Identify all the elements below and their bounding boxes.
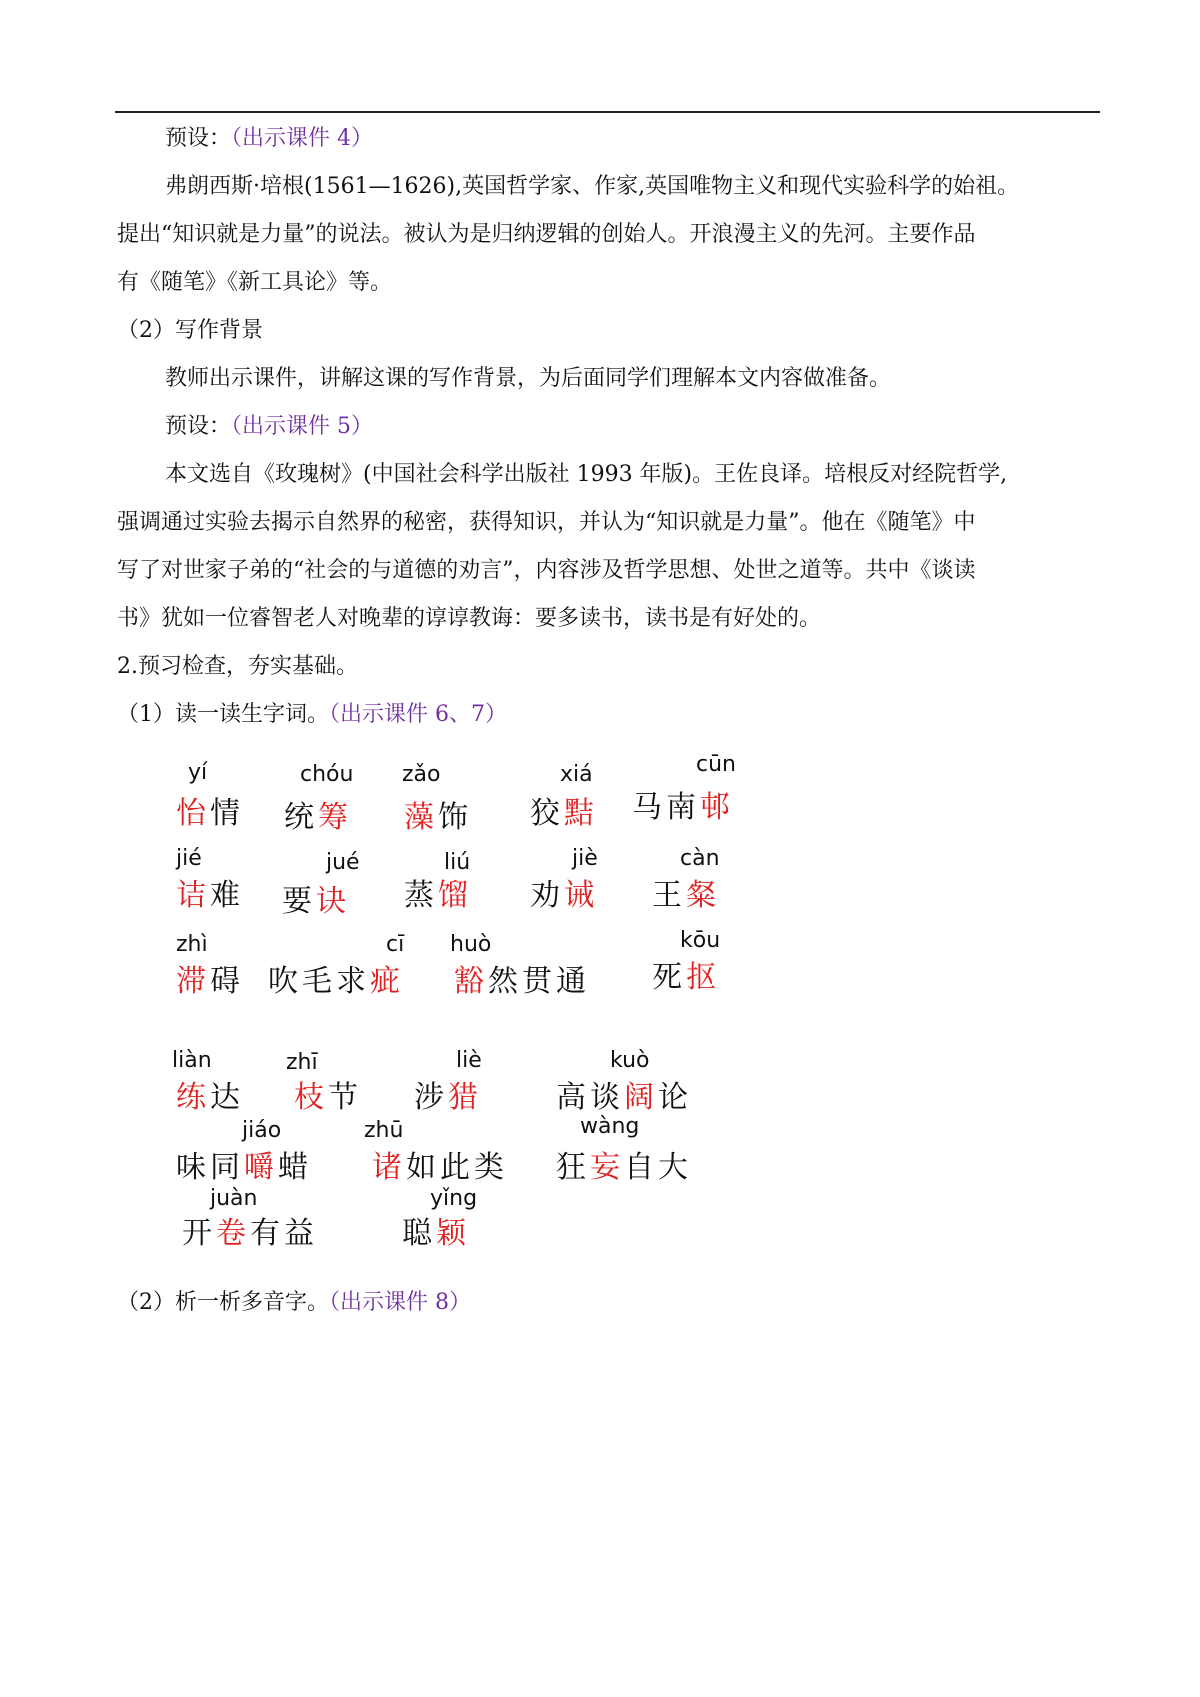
word-character: 饰 <box>438 800 472 835</box>
vocab-word <box>530 878 598 914</box>
teacher-instruction: 教师出示课件，讲解这课的写作背景，为后面同学们理解本文内容做准备。 <box>165 366 892 391</box>
highlighted-character: 邨 <box>700 790 734 825</box>
vocab-word <box>176 878 244 914</box>
word-character: 吹毛求 <box>268 964 370 999</box>
background-text-line: 强调通过实验去揭示自然界的秘密，获得知识，并认为“知识就是力量”。他在《随笔》中 <box>117 510 976 535</box>
pinyin: juàn <box>210 1186 258 1211</box>
highlighted-character: 诸 <box>372 1150 406 1185</box>
background-text-line: 写了对世家子弟的“社会的与道德的劝言”，内容涉及哲学思想、处世之道等。共中《谈读 <box>117 558 976 583</box>
vocab-word <box>176 964 244 1000</box>
highlighted-character: 豁 <box>454 964 488 999</box>
vocab-word <box>404 800 472 836</box>
word-character: 高谈 <box>556 1080 624 1115</box>
word-character: 聪 <box>402 1216 436 1251</box>
pinyin: jié <box>176 846 202 871</box>
vocab-word <box>402 1216 470 1252</box>
vocab-word <box>652 960 720 996</box>
pinyin: jué <box>326 850 360 875</box>
vocab-word <box>176 796 244 832</box>
pinyin: yí <box>188 760 208 785</box>
highlighted-character: 馏 <box>438 878 472 913</box>
subsection-label: （2）析一析多音字。 <box>117 1290 329 1315</box>
vocab-word <box>454 964 590 1000</box>
highlighted-character: 嚼 <box>244 1150 278 1185</box>
bacon-intro-line: 有《随笔》《新工具论》等。 <box>117 270 393 295</box>
vocab-word <box>282 884 350 920</box>
highlighted-character: 颖 <box>436 1216 470 1251</box>
word-character: 论 <box>658 1080 692 1115</box>
highlighted-character: 阔 <box>624 1080 658 1115</box>
subsection-read-words <box>117 700 507 730</box>
highlighted-character: 抠 <box>686 960 720 995</box>
preset-label: 预设： <box>165 126 232 151</box>
pinyin: yǐng <box>430 1186 478 1211</box>
section-heading-preview: 2.预习检查，夯实基础。 <box>117 654 358 679</box>
courseware-ref: （出示课件 8） <box>329 1290 471 1315</box>
word-character: 情 <box>210 796 244 831</box>
word-character: 难 <box>210 878 244 913</box>
word-character: 如此类 <box>406 1150 508 1185</box>
vocab-word <box>268 964 404 1000</box>
vocab-word <box>372 1150 508 1186</box>
word-character: 自大 <box>624 1150 692 1185</box>
word-character: 狡 <box>530 796 564 831</box>
word-character: 统 <box>284 800 318 835</box>
highlighted-character: 练 <box>176 1080 210 1115</box>
background-text-line: 本文选自《玫瑰树》(中国社会科学出版社 1993 年版)。王佐良译。培根反对经院哲学, <box>165 462 1008 487</box>
vocab-word <box>530 796 598 832</box>
subsection-label: （1）读一读生字词。 <box>117 702 329 727</box>
background-text-line: 书》犹如一位睿智老人对晚辈的谆谆教诲：要多读书，读书是有好处的。 <box>117 606 822 631</box>
vocab-word <box>404 878 472 914</box>
preset-courseware-ref: （出示课件 4） <box>231 126 374 151</box>
preset-courseware-ref: （出示课件 5） <box>231 414 374 439</box>
vocab-word <box>632 790 734 826</box>
pinyin: cūn <box>696 752 736 777</box>
highlighted-character: 藻 <box>404 800 438 835</box>
pinyin: xiá <box>560 762 593 787</box>
vocab-word <box>652 878 720 914</box>
highlighted-character: 卷 <box>216 1216 250 1251</box>
pinyin: zhū <box>364 1118 404 1143</box>
highlighted-character: 妄 <box>590 1150 624 1185</box>
pinyin: kuò <box>610 1048 650 1073</box>
preset-label: 预设： <box>165 414 232 439</box>
bacon-intro-line: 提出“知识就是力量”的说法。被认为是归纳逻辑的创始人。开浪漫主义的先河。主要作品 <box>117 222 976 247</box>
highlighted-character: 猎 <box>448 1080 482 1115</box>
pinyin: zhī <box>286 1050 318 1075</box>
section-heading-background: （2）写作背景 <box>117 318 263 343</box>
highlighted-character: 诫 <box>564 878 598 913</box>
word-character: 开 <box>182 1216 216 1251</box>
pinyin: jiè <box>572 846 598 871</box>
highlighted-character: 粲 <box>686 878 720 913</box>
word-character: 有益 <box>250 1216 318 1251</box>
word-character: 碍 <box>210 964 244 999</box>
word-character: 味同 <box>176 1150 244 1185</box>
word-character: 马南 <box>632 790 700 825</box>
pinyin: wàng <box>580 1114 640 1139</box>
highlighted-character: 滞 <box>176 964 210 999</box>
top-rule <box>115 111 1100 113</box>
word-character: 要 <box>282 884 316 919</box>
word-character: 达 <box>210 1080 244 1115</box>
pinyin: liú <box>444 850 471 875</box>
bacon-intro-line: 弗朗西斯·培根(1561—1626),英国哲学家、作家,英国唯物主义和现代实验科学的始祖。 <box>165 174 1020 199</box>
highlighted-character: 枝 <box>294 1080 328 1115</box>
word-character: 狂 <box>556 1150 590 1185</box>
pinyin: chóu <box>300 762 354 787</box>
word-character: 劝 <box>530 878 564 913</box>
word-character: 涉 <box>414 1080 448 1115</box>
pinyin: jiáo <box>242 1118 282 1143</box>
highlighted-character: 诀 <box>316 884 350 919</box>
highlighted-character: 诘 <box>176 878 210 913</box>
preset-line-2 <box>165 412 373 442</box>
pinyin: càn <box>680 846 720 871</box>
pinyin: zǎo <box>402 762 441 787</box>
pinyin: zhì <box>176 932 208 957</box>
vocab-word <box>294 1080 362 1116</box>
word-character: 死 <box>652 960 686 995</box>
word-character: 蒸 <box>404 878 438 913</box>
highlighted-character: 怡 <box>176 796 210 831</box>
pinyin: kōu <box>680 928 721 953</box>
pinyin: huò <box>450 932 492 957</box>
vocab-word <box>176 1080 244 1116</box>
vocab-word <box>556 1150 692 1186</box>
highlighted-character: 疵 <box>370 964 404 999</box>
word-character: 然贯通 <box>488 964 590 999</box>
pinyin: liè <box>456 1048 482 1073</box>
pinyin: cī <box>386 932 405 957</box>
courseware-ref: （出示课件 6、7） <box>329 702 507 727</box>
subsection-polyphones <box>117 1288 471 1318</box>
preset-line-1 <box>165 124 373 154</box>
highlighted-character: 黠 <box>564 796 598 831</box>
vocab-word <box>182 1216 318 1252</box>
pinyin: liàn <box>172 1048 212 1073</box>
vocab-word <box>284 800 352 836</box>
vocab-word <box>414 1080 482 1116</box>
vocab-word <box>556 1080 692 1116</box>
word-character: 蜡 <box>278 1150 312 1185</box>
vocab-word <box>176 1150 312 1186</box>
word-character: 节 <box>328 1080 362 1115</box>
word-character: 王 <box>652 878 686 913</box>
highlighted-character: 筹 <box>318 800 352 835</box>
